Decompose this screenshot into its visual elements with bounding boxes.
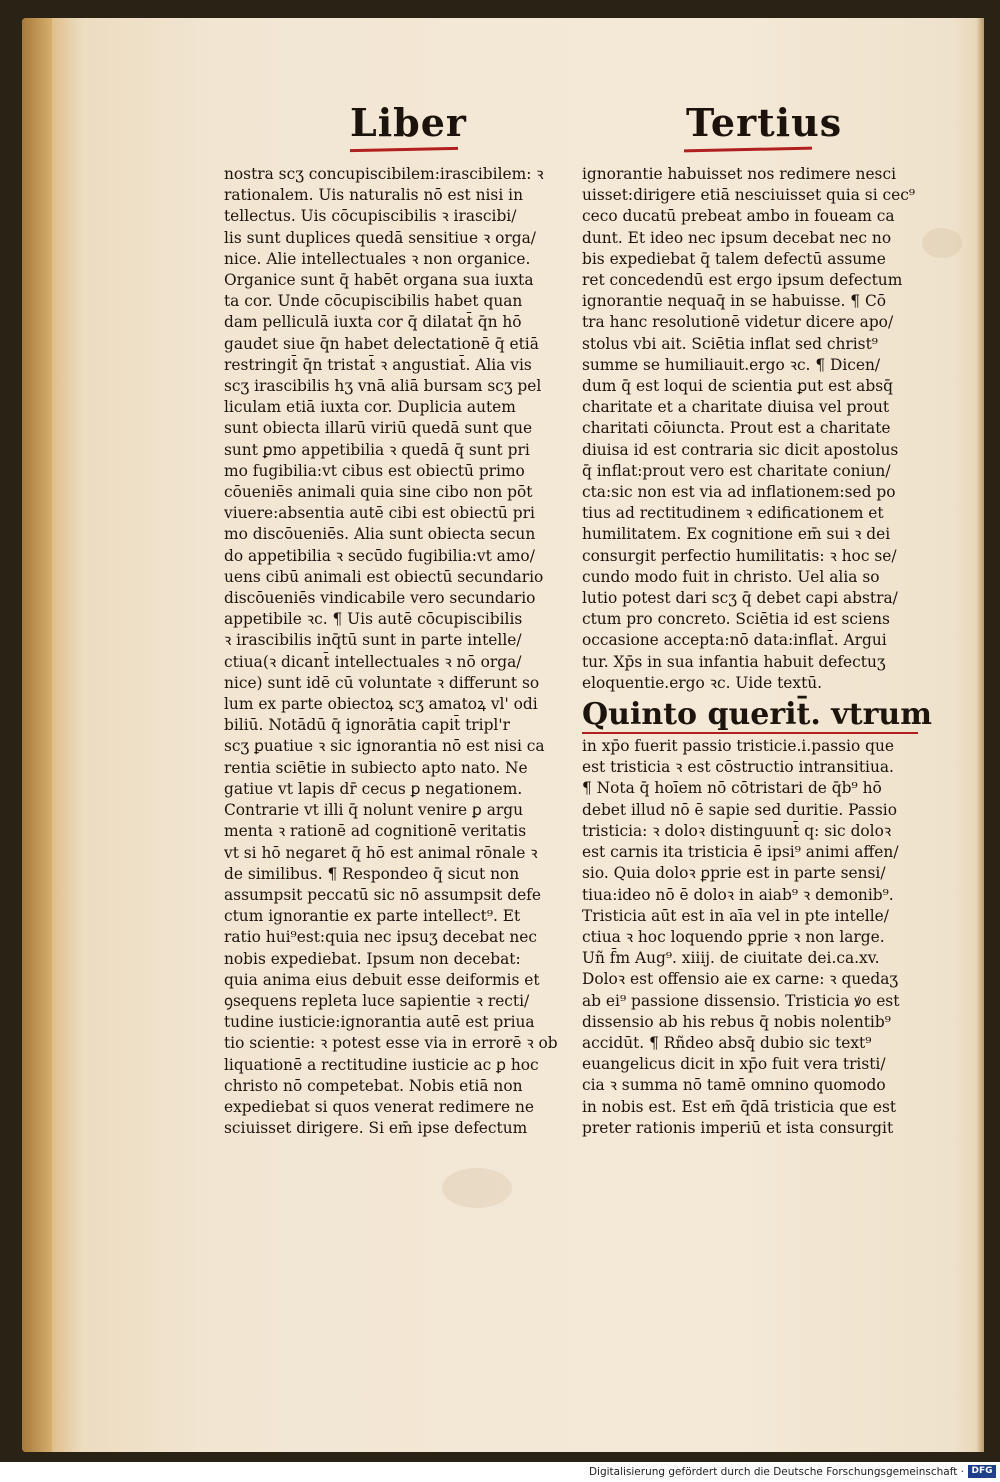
text-line: ¶ Nota q̄ hoīem nō cōtristari de q̄b⁹ hō xyxy=(582,779,882,798)
text-line: humilitatem. Ex cognitione em̄ sui ꝛ dei xyxy=(582,525,891,544)
text-line: tristicia: ꝛ doloꝛ distinguunt̄ q: sic doloꝛ xyxy=(582,821,892,840)
text-line: ratio hui⁹est:quia nec ipsuʒ decebat nec xyxy=(224,928,537,947)
text-line: ignorantie nequaq̄ in se habuisse. ¶ Cō xyxy=(582,292,887,311)
text-line: scʒ irascibilis hʒ vnā aliā bursam scʒ pel xyxy=(224,377,542,396)
text-line: menta ꝛ rationē ad cognitionē veritatis xyxy=(224,822,527,841)
text-line: uisset:dirigere etiā nesciuisset quia si cec⁹ xyxy=(582,186,916,205)
text-line: tiua:ideo nō ē doloꝛ in aiab⁹ ꝛ demonib⁹. xyxy=(582,885,894,904)
text-line: viuere:absentia autē cibi est obiectū pri xyxy=(224,504,535,523)
text-line: gaudet siue q̄n habet delectationē q̄ etiā xyxy=(224,334,539,353)
text-line: sio. Quia doloꝛ ꝑprie est in parte sensi/ xyxy=(582,864,886,883)
text-line: ctiua ꝛ hoc loquendo ꝑprie ꝛ non large. xyxy=(582,927,885,946)
text-line: ignorantie habuisset nos redimere nesci xyxy=(582,165,896,183)
text-line: stolus vbi ait. Sciētia inflat sed christ⁹ xyxy=(582,334,878,353)
text-line: est tristicia ꝛ est cōstructio intransitiua. xyxy=(582,758,894,777)
text-line: lutio potest dari scʒ q̄ debet capi abstra/ xyxy=(582,589,898,608)
text-line: Organice sunt q̄ habēt organa sua iuxta xyxy=(224,271,534,290)
text-line: vt si hō negaret q̄ hō est animal rōnale ꝛ xyxy=(224,843,538,862)
text-line: ctum pro concreto. Sciētia id est sciens xyxy=(582,610,890,629)
text-line: de similibus. ¶ Respondeo q̄ sicut non xyxy=(224,864,520,883)
dfg-logo: DFG xyxy=(968,1465,996,1478)
right-column-bottom-text xyxy=(582,736,927,1139)
text-line: tur. Xp̄s in sua infantia habuit defectuʒ xyxy=(582,652,886,671)
footer-bar xyxy=(0,1462,1000,1482)
section-heading: Quinto querit̄. vtrum xyxy=(582,697,932,733)
text-line: rationalem. Uis naturalis nō est nisi in xyxy=(224,186,523,205)
text-line: est carnis ita tristicia ē ipsi⁹ animi affen/ xyxy=(582,843,899,862)
text-line: dam pelliculā iuxta cor q̄ dilatat̄ q̄n hō xyxy=(224,313,522,332)
text-line: in xp̄o fuerit passio tristicie.i.passio que xyxy=(582,737,894,756)
footer-credit: Digitalisierung gefördert durch die Deutsche Forschungsgemeinschaft · xyxy=(588,1466,964,1478)
text-line: summe se humiliauit.ergo ꝛc. ¶ Dicen/ xyxy=(582,355,881,374)
text-line: occasione accepta:nō data:inflat̄. Argui xyxy=(582,631,887,650)
binding-spine xyxy=(22,18,52,1452)
text-line: sunt ꝑmo appetibilia ꝛ quedā q̄ sunt pri xyxy=(224,440,530,459)
text-line: tellectus. Uis cōcupiscibilis ꝛ irascibi/ xyxy=(224,207,517,226)
text-line: dissensio ab his rebus q̄ nobis nolentib⁹ xyxy=(582,1012,891,1031)
text-line: preter rationis imperiū et ista consurgit xyxy=(582,1118,894,1137)
text-line: dunt. Et ideo nec ipsum decebat nec no xyxy=(582,228,892,247)
page-edge xyxy=(976,18,984,1452)
running-head-right: Tertius xyxy=(686,100,843,145)
text-line: ab ei⁹ passione dissensio. Tristicia ꝟo est xyxy=(582,991,900,1010)
text-line: Doloꝛ est offensio aie ex carne: ꝛ quedaʒ xyxy=(582,970,899,989)
text-line: cia ꝛ summa nō tamē omnino quomodo xyxy=(582,1076,886,1095)
text-line: cōueniēs animali quia sine cibo non pōt xyxy=(224,483,533,502)
text-line: appetibile ꝛc. ¶ Uis autē cōcupiscibilis xyxy=(224,610,523,629)
text-line: quia anima eius debuit esse deiformis et xyxy=(224,970,540,989)
text-line: lis sunt duplices quedā sensitiue ꝛ orga/ xyxy=(224,228,536,247)
text-line: eloquentie.ergo ꝛc. Uide textū. xyxy=(582,673,823,692)
text-line: tra hanc resolutionē videtur dicere apo/ xyxy=(582,313,894,332)
text-line: liquationē a rectitudine iusticie ac ꝑ hoc xyxy=(224,1055,539,1074)
text-line: biliū. Notādū q̄ ignorātia capit̄ tripl'r xyxy=(224,716,510,735)
text-line: mo fugibilia:vt cibus est obiectū primo xyxy=(224,461,525,480)
paper-stain xyxy=(442,1168,512,1208)
text-line: ꝯsequens repleta luce sapientie ꝛ recti/ xyxy=(224,991,530,1010)
text-line: charitate et a charitate diuisa vel prout xyxy=(582,398,890,417)
text-line: ta cor. Unde cōcupiscibilis habet quan xyxy=(224,292,523,311)
text-line: christo nō competebat. Nobis etiā non xyxy=(224,1076,523,1095)
paper-stain xyxy=(922,228,962,258)
text-line: diuisa id est contraria sic dicit apostolus xyxy=(582,440,899,459)
text-line: charitati cōiuncta. Prout est a charitate xyxy=(582,419,891,438)
text-line: sunt obiecta illarū viriū quedā sunt que xyxy=(224,419,533,438)
right-column-top-text xyxy=(582,164,927,694)
text-line: in nobis est. Est em̄ q̄dā tristicia que est xyxy=(582,1097,897,1116)
text-line: ret concedendū est ergo ipsum defectum xyxy=(582,271,903,290)
text-line: ctum ignorantie ex parte intellect⁹. Et xyxy=(224,907,521,926)
text-line: restringit̄ q̄n tristat̄ ꝛ angustiat̄. Alia vis xyxy=(224,355,532,374)
text-line: accidūt. ¶ Rñdeo absq̄ dubio sic text⁹ xyxy=(582,1033,872,1052)
text-line: cta:sic non est via ad inflationem:sed po xyxy=(582,483,896,502)
text-line: discōueniēs vindicabile vero secundario xyxy=(224,589,536,608)
text-column-left xyxy=(224,164,572,1139)
text-line: scʒ ꝑuatiue ꝛ sic ignorantia nō est nisi ca xyxy=(224,737,545,756)
text-line: Tristicia aūt est in aīa vel in pte intelle/ xyxy=(582,906,889,925)
text-line: tio scientie: ꝛ potest esse via in errorē ꝛ ob xyxy=(224,1034,558,1053)
text-line: Contrarie vt illi q̄ nolunt venire ꝑ argu xyxy=(224,801,524,820)
text-line: gatiue vt lapis dr̄ cecus ꝑ negationem. xyxy=(224,779,523,798)
text-line: assumpsit peccatū sic nō assumpsit defe xyxy=(224,885,541,904)
text-line: lum ex parte obiectoꝝ scʒ amatoꝝ vl' odi xyxy=(224,695,538,714)
text-line: bis expediebat q̄ talem defectū assume xyxy=(582,249,886,268)
text-line: tius ad rectitudinem ꝛ edificationem et xyxy=(582,504,884,523)
text-line: Uñ f̄m Aug⁹. xiiij. de ciuitate dei.ca.xv. xyxy=(582,949,880,968)
text-line: expediebat si quos venerat redimere ne xyxy=(224,1097,535,1116)
text-line: ctiua(ꝛ dicant̄ intellectuales ꝛ nō orga/ xyxy=(224,652,522,671)
text-line: nostra scʒ concupiscibilem:irascibilem: ꝛ xyxy=(224,165,544,183)
running-head-left: Liber xyxy=(350,100,467,145)
text-line: nice) sunt idē cū voluntate ꝛ differunt so xyxy=(224,673,540,692)
text-line: sciuisset dirigere. Si em̄ ipse defectum xyxy=(224,1119,528,1138)
text-line: mo discōueniēs. Alia sunt obiecta secun xyxy=(224,525,536,544)
text-column-right xyxy=(582,164,932,1139)
text-line: euangelicus dicit in xp̄o fuit vera tristi/ xyxy=(582,1055,886,1074)
text-line: do appetibilia ꝛ secūdo fugibilia:vt amo/ xyxy=(224,546,535,565)
text-line: uens cibū animali est obiectū secundario xyxy=(224,567,544,586)
text-line: consurgit perfectio humilitatis: ꝛ hoc se/ xyxy=(582,546,897,565)
text-line: nobis expediebat. Ipsum non decebat: xyxy=(224,949,521,968)
text-line: dum q̄ est loqui de scientia ꝑut est absq̄ xyxy=(582,377,893,396)
text-line: liculam etiā iuxta cor. Duplicia autem xyxy=(224,398,516,417)
text-line: cundo modo fuit in christo. Uel alia so xyxy=(582,567,880,586)
text-line: nice. Alie intellectuales ꝛ non organice. xyxy=(224,249,531,268)
text-line: debet illud nō ē sapie sed duritie. Passio xyxy=(582,800,897,819)
text-line: ceco ducatū prebeat ambo in foueam ca xyxy=(582,207,895,226)
text-line: q̄ inflat:prout vero est charitate coniun/ xyxy=(582,461,891,480)
text-line: tudine iusticie:ignorantia autē est priua xyxy=(224,1013,535,1032)
text-line: rentia sciētie in subiecto apto nato. Ne xyxy=(224,758,528,777)
text-line: ꝛ irascibilis inq̄tū sunt in parte intelle/ xyxy=(224,631,522,650)
